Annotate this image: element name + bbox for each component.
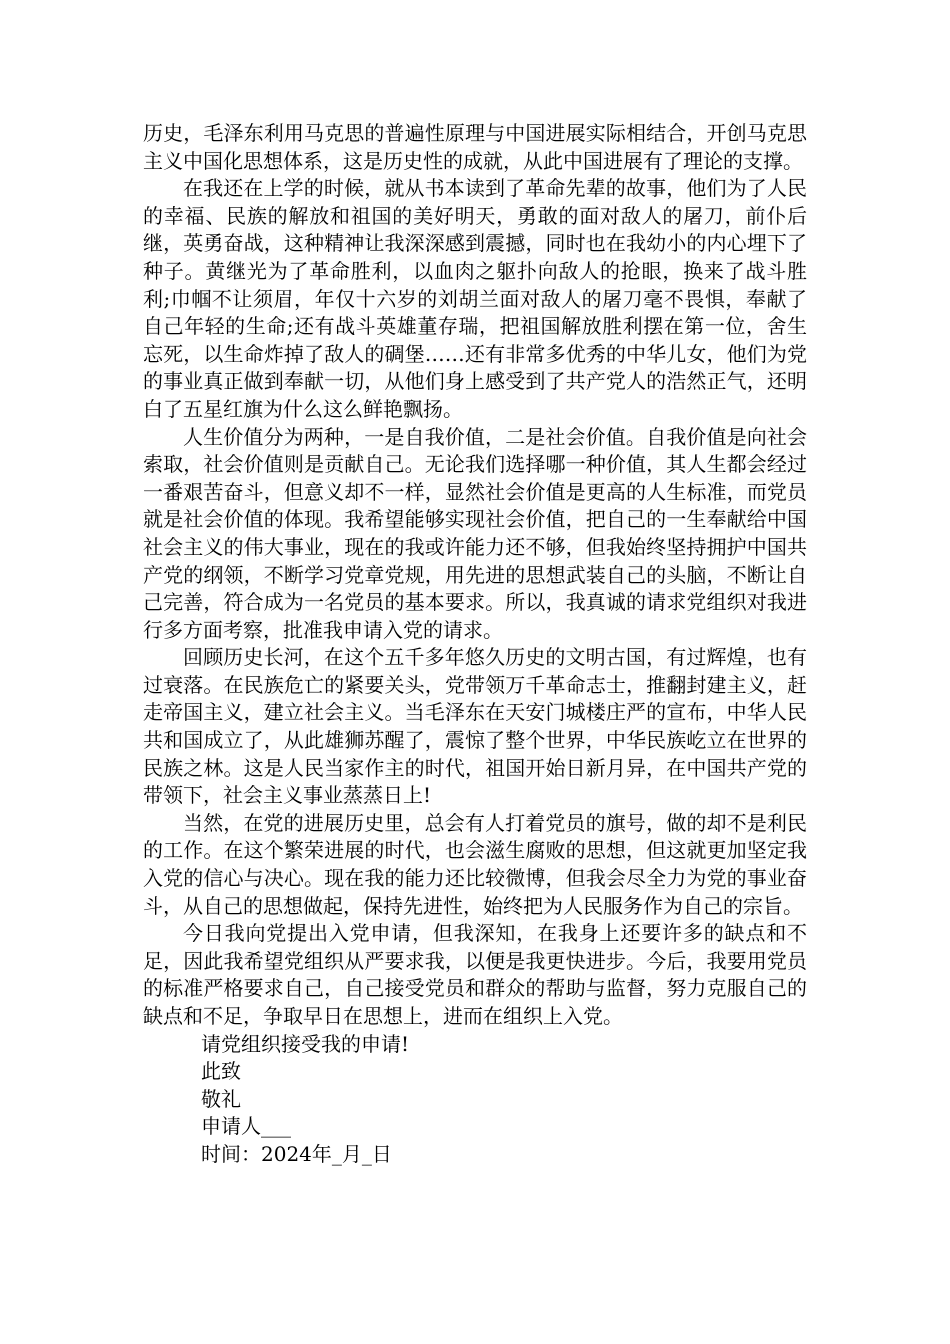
applicant-line: 申请人___	[201, 1114, 291, 1139]
salutation-line-2: 敬礼	[201, 1086, 241, 1111]
body-paragraph-1: 历史，毛泽东利用马克思的普遍性原理与中国进展实际相结合，开创马克思主义中国化思想体系，这是历史性的成就，从此中国进展有了理论的支撑。	[143, 121, 807, 173]
salutation-line-1: 此致	[201, 1059, 241, 1084]
date-line: 时间：2024年_月_日	[201, 1141, 392, 1166]
closing-block	[143, 1031, 807, 1169]
body-paragraph-4: 回顾历史长河，在这个五千多年悠久历史的文明古国，有过辉煌，也有过衰落。在民族危亡的紧要关头，党带领万千革命志士，推翻封建主义，赶走帝国主义，建立社会主义。当毛泽东在天安门城楼庄严的宣布，中华人民共和国成立了，从此雄狮苏醒了，震惊了整个世界，中华民族屹立在世界的民族之林。这是人民当家作主的时代，祖国开始日新月异，在中国共产党的带领下，社会主义事业蒸蒸日上!	[143, 645, 807, 808]
closing-request: 请党组织接受我的申请!	[201, 1031, 410, 1056]
body-paragraph-2: 在我还在上学的时候，就从书本读到了革命先辈的故事，他们为了人民的幸福、民族的解放和祖国的美好明天，勇敢的面对敌人的屠刀，前仆后继，英勇奋战，这种精神让我深深感到震撼，同时也在我幼小的内心埋下了种子。黄继光为了革命胜利，以血肉之躯扑向敌人的抢眼，换来了战斗胜利;巾帼不让须眉，年仅十六岁的刘胡兰面对敌人的屠刀毫不畏惧，奉献了自己年轻的生命;还有战斗英雄董存瑞，把祖国解放胜利摆在第一位，舍生忘死，以生命炸掉了敌人的碉堡……还有非常多优秀的中华儿女，他们为党的事业真正做到奉献一切，从他们身上感受到了共产党人的浩然正气，还明白了五星红旗为什么这么鲜艳飘扬。	[143, 176, 807, 421]
body-paragraph-3: 人生价值分为两种，一是自我价值，二是社会价值。自我价值是向社会索取，社会价值则是贡献自己。无论我们选择哪一种价值，其人生都会经过一番艰苦奋斗，但意义却不一样，显然社会价值是更高的人生标准，而党员就是社会价值的体现。我希望能够实现社会价值，把自己的一生奉献给中国社会主义的伟大事业，现在的我或许能力还不够，但我始终坚持拥护中国共产党的纲领，不断学习党章党规，用先进的思想武装自己的头脑，不断让自己完善，符合成为一名党员的基本要求。所以，我真诚的请求党组织对我进行多方面考察，批准我申请入党的请求。	[143, 424, 807, 642]
document-page	[143, 120, 807, 1169]
body-paragraph-6: 今日我向党提出入党申请，但我深知，在我身上还要许多的缺点和不足，因此我希望党组织从严要求我，以便是我更快进步。今后，我要用党员的标准严格要求自己，自己接受党员和群众的帮助与监督，努力克服自己的缺点和不足，争取早日在思想上，进而在组织上入党。	[143, 921, 807, 1028]
body-paragraph-5: 当然，在党的进展历史里，总会有人打着党员的旗号，做的却不是利民的工作。在这个繁荣进展的时代，也会滋生腐败的思想，但这就更加坚定我入党的信心与决心。现在我的能力还比较微博，但我会尽全力为党的事业奋斗，从自己的思想做起，保持先进性，始终把为人民服务作为自己的宗旨。	[143, 810, 807, 918]
